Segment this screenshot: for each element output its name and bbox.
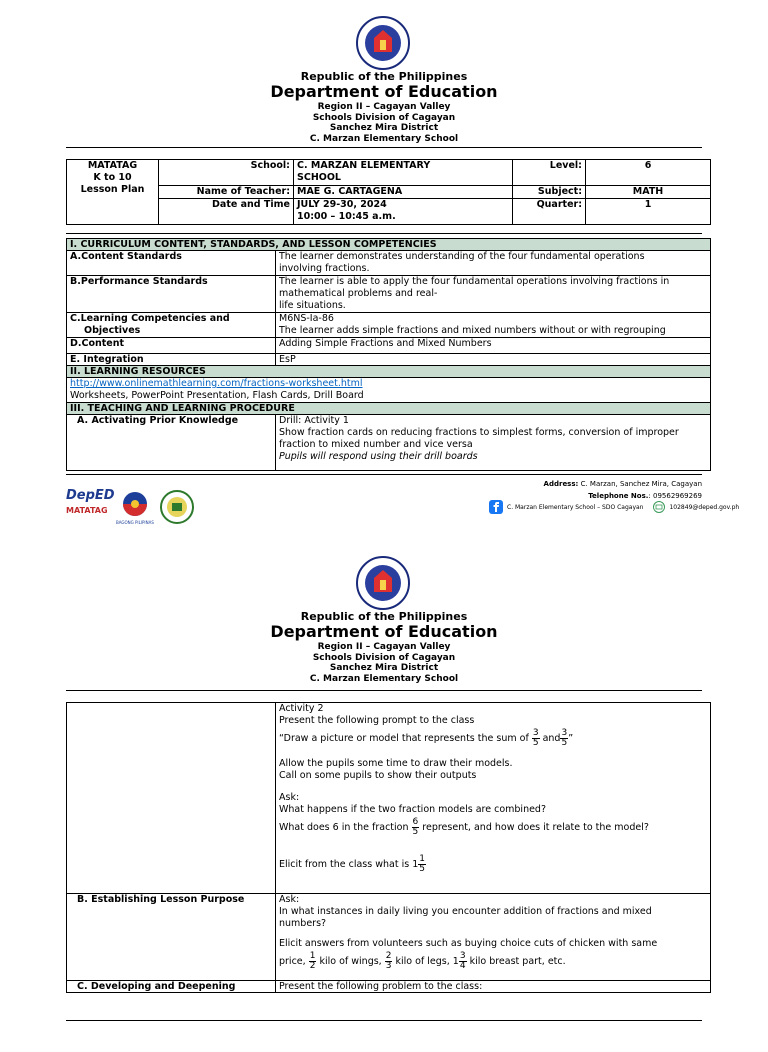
competencies-text: [276, 313, 711, 338]
question-line: [279, 818, 707, 837]
section-heading: III. TEACHING AND LEARNING PROCEDURE: [67, 403, 711, 415]
republic-text: Republic of the Philippines: [300, 610, 468, 623]
text-line: Ask:: [279, 894, 300, 905]
text-line: Call on some pupils to show their outputs: [279, 770, 477, 781]
text-line: fraction to mixed number and vice versa: [279, 439, 473, 450]
text-span: and: [542, 733, 561, 744]
text-line: Present the following prompt to the class: [279, 715, 475, 726]
email-text: 102849@deped.gov.ph: [669, 503, 740, 511]
text-span: Elicit from the class what is 1: [279, 859, 419, 870]
text-line: Drill: Activity 1: [279, 415, 349, 426]
text-span: kilo of legs, 1: [395, 956, 459, 967]
page-2-footer-divider: [66, 1020, 702, 1021]
activating-label: A. Activating Prior Knowledge: [67, 415, 276, 471]
department-title: Department of Education: [270, 82, 498, 101]
lesson-info-table: [66, 159, 711, 225]
phone-label: Telephone Nos.: [588, 492, 649, 500]
denominator: 5: [532, 738, 539, 748]
denominator: 4: [459, 961, 466, 971]
text-span: represent, and how does it relate to the model?: [422, 822, 649, 833]
fraction: [532, 729, 540, 748]
header-divider: [66, 147, 702, 148]
bagong-pilipinas-icon: [118, 490, 152, 520]
lesson-procedure-table: [66, 702, 711, 993]
text-line: life situations.: [279, 300, 346, 311]
text-line: Show fraction cards on reducing fractions to simplest forms, conversion of improper: [279, 427, 679, 438]
email-icon: [653, 501, 665, 513]
activating-text: [276, 415, 711, 471]
quarter-value: 1: [586, 199, 711, 225]
text-line: Activity 2: [279, 703, 324, 714]
section-heading: II. LEARNING RESOURCES: [67, 366, 711, 378]
denominator: 2: [309, 961, 316, 971]
resource-link[interactable]: http://www.onlinemathlearning.com/fractions-worksheet.html: [70, 378, 363, 389]
numerator: 3: [561, 728, 568, 738]
table-divider: [66, 233, 702, 234]
content-label: D.Content: [67, 338, 276, 354]
plan-title-line: Lesson Plan: [80, 184, 145, 195]
address-label: Address:: [543, 480, 579, 488]
label-line: Objectives: [84, 325, 141, 336]
label-line: C.Learning Competencies and: [70, 313, 230, 324]
deped-logo: DepED: [66, 488, 115, 503]
activity-2-cell: [276, 703, 711, 894]
lesson-main-table: [66, 238, 711, 471]
text-span: “Draw a picture or model that represents the sum of: [279, 733, 529, 744]
content-standards-label: A.Content Standards: [67, 251, 276, 276]
school-value-line: C. MARZAN ELEMENTARY: [297, 160, 431, 171]
numerator: 3: [532, 728, 539, 738]
performance-standards-text: [276, 276, 711, 313]
denominator: 3: [385, 961, 392, 971]
district-text: Sanchez Mira District: [329, 123, 439, 133]
quarter-label: Quarter:: [513, 199, 586, 225]
district-text: Sanchez Mira District: [329, 663, 439, 673]
plan-title-cell: [67, 160, 159, 225]
text-span: What does 6 in the fraction: [279, 822, 409, 833]
phone-value: : 09562969269: [648, 492, 702, 500]
header-subtitles: [0, 102, 768, 144]
fraction: [412, 818, 420, 837]
fraction: [385, 952, 393, 971]
resources-text: Worksheets, PowerPoint Presentation, Flash Cards, Drill Board: [70, 390, 364, 401]
denominator: 5: [412, 827, 419, 837]
text-line: Ask:: [279, 792, 300, 803]
numerator: 2: [385, 951, 392, 961]
text-span: kilo of wings,: [319, 956, 382, 967]
facebook-text: C. Marzan Elementary School – SDO Cagayan: [507, 503, 644, 511]
subject-label: Subject:: [513, 186, 586, 199]
header-divider: [66, 690, 702, 691]
numerator: 1: [419, 854, 425, 864]
deped-seal-icon: [356, 16, 410, 70]
teacher-label: Name of Teacher:: [159, 186, 294, 199]
school-logo-icon: [160, 490, 194, 524]
establishing-purpose-cell: [276, 894, 711, 981]
region-text: Region II – Cagayan Valley: [317, 102, 451, 112]
teacher-value: MAE G. CARTAGENA: [294, 186, 513, 199]
school-value: [294, 160, 513, 186]
school-value-line: SCHOOL: [297, 172, 341, 183]
text-line: Pupils will respond using their drill boards: [279, 451, 478, 462]
integration-text: EsP: [276, 354, 711, 366]
text-span: price,: [279, 956, 306, 967]
division-text: Schools Division of Cagayan: [312, 652, 456, 663]
division-text: Schools Division of Cagayan: [312, 112, 456, 123]
subject-value: MATH: [586, 186, 711, 199]
level-value: 6: [586, 160, 711, 186]
text-span: kilo breast part, etc.: [469, 956, 566, 967]
text-line: mathematical problems and real-: [279, 288, 438, 299]
numerator: 1: [309, 951, 316, 961]
text-span: ”: [568, 733, 574, 744]
numerator: 3: [459, 951, 466, 961]
school-label: School:: [159, 160, 294, 186]
integration-label: E. Integration: [67, 354, 276, 366]
denominator: 5: [561, 738, 568, 748]
bagong-pilipinas-text: BAGONG PILIPINAS: [116, 520, 154, 525]
elicit-line: [279, 855, 707, 874]
date-value: [294, 199, 513, 225]
section-heading: I. CURRICULUM CONTENT, STANDARDS, AND LESSON COMPETENCIES: [67, 239, 711, 251]
competencies-label: [67, 313, 276, 338]
school-text: C. Marzan Elementary School: [309, 673, 459, 684]
footer-contacts: [489, 500, 739, 514]
footer-logos: [66, 488, 206, 528]
text-line: The learner is able to apply the four fundamental operations involving fractions in: [279, 276, 670, 287]
header-subtitles: [0, 642, 768, 684]
time-line: 10:00 – 10:45 a.m.: [297, 211, 396, 222]
region-text: Region II – Cagayan Valley: [317, 642, 451, 652]
matatag-logo: MATATAG: [66, 506, 108, 515]
performance-standards-label: B.Performance Standards: [67, 276, 276, 313]
fraction: [309, 952, 317, 971]
page-1: [0, 0, 768, 525]
facebook-icon: [489, 500, 503, 514]
date-label: Date and Time: [159, 199, 294, 225]
content-standards-text: [276, 251, 711, 276]
school-text: C. Marzan Elementary School: [309, 133, 459, 144]
denominator: 5: [419, 864, 425, 874]
developing-deepening-cell: Present the following problem to the class:: [276, 981, 711, 993]
text-line: involving fractions.: [279, 263, 370, 274]
content-text: Adding Simple Fractions and Mixed Numbers: [276, 338, 711, 354]
developing-deepening-label: C. Developing and Deepening: [67, 981, 276, 993]
text-line: The learner demonstrates understanding of the four fundamental operations: [279, 251, 645, 262]
date-line: JULY 29-30, 2024: [297, 199, 387, 210]
resources-cell: [67, 378, 711, 403]
footer-divider: [66, 474, 702, 475]
establishing-purpose-label: B. Establishing Lesson Purpose: [67, 894, 276, 981]
text-line: numbers?: [279, 918, 327, 929]
text-line: What happens if the two fraction models are combined?: [279, 804, 547, 815]
address-value: C. Marzan, Sanchez Mira, Cagayan: [580, 480, 702, 488]
prompt-line: [279, 729, 707, 748]
empty-label-cell: [67, 703, 276, 894]
text-line: Allow the pupils some time to draw their models.: [279, 758, 513, 769]
footer-address: [544, 478, 702, 502]
text-line: Elicit answers from volunteers such as buying choice cuts of chicken with same: [279, 938, 658, 949]
text-line: M6NS-Ia-86: [279, 313, 334, 324]
level-label: Level:: [513, 160, 586, 186]
fraction-examples-line: [279, 952, 707, 971]
numerator: 6: [412, 817, 419, 827]
deped-seal-icon: [356, 556, 410, 610]
fraction: [459, 952, 467, 971]
plan-title-line: MATATAG: [87, 160, 138, 171]
department-title: Department of Education: [270, 622, 498, 641]
text-line: The learner adds simple fractions and mixed numbers without or with regrouping: [279, 325, 666, 336]
text-line: In what instances in daily living you encounter addition of fractions and mixed: [279, 906, 652, 917]
plan-title-line: K to 10: [93, 172, 132, 183]
republic-text: Republic of the Philippines: [300, 70, 468, 83]
fraction: [418, 855, 426, 874]
